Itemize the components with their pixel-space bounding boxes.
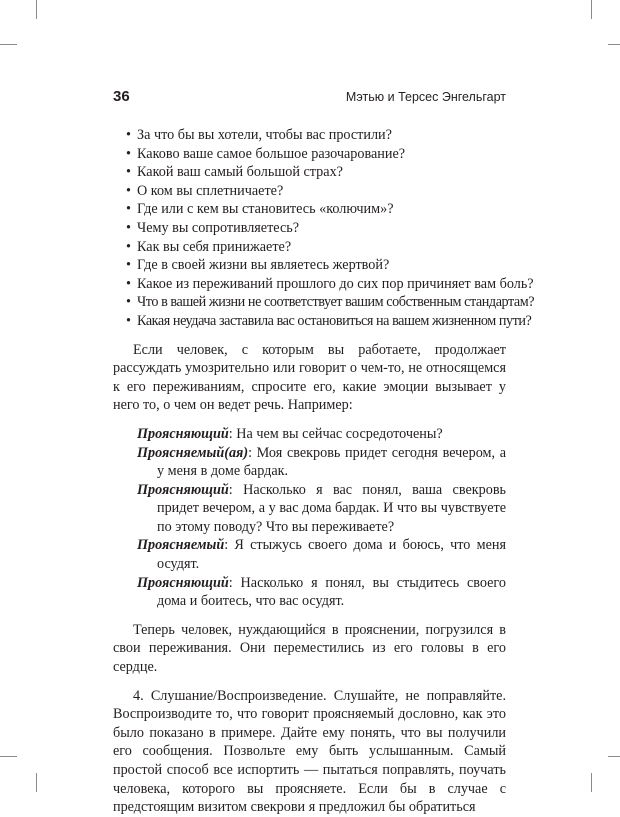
crop-mark-bottom-left-horizontal — [0, 756, 17, 757]
crop-mark-top-right-horizontal — [608, 44, 620, 45]
running-title: Мэтью и Терсес Энгельгарт — [345, 90, 506, 104]
crop-mark-bottom-right-horizontal — [608, 756, 620, 757]
paragraph-step-4: 4. Слушание/Воспроизведение. Слушайте, не поправляйте. Воспроизводите то, что говорит проясняемый дословно, как это было показано в примере. Дайте ему понять, что вы получили его сообщения. Позвольте ему быть услышанным. Самый простой способ все испортить — пытаться поправлять, поучать человека, которого вы проясняете. Если бы в случае с предстоящим визитом свекрови я предложил бы обратиться — [113, 687, 506, 816]
list-item: • Какая неудача заставила вас остановиться на вашем жизненном пути? — [137, 312, 506, 331]
list-item: • О ком вы сплетничаете? — [137, 182, 506, 201]
dialog-line — [137, 574, 506, 611]
page-number: 36 — [113, 88, 130, 105]
list-item: • Что в вашей жизни не соответствует вашим собственным стандартам? — [137, 293, 506, 312]
dialog-text: : Насколько я вас понял, ваша свекровь придет вечером, а у вас дома бардак. И что вы чувствуете по этому поводу? Что вы переживаете? — [157, 481, 506, 535]
list-item: • Где или с кем вы становитесь «колючим»? — [137, 200, 506, 219]
dialog-text: : Я стыжусь своего дома и боюсь, что меня осудят. — [157, 537, 506, 573]
dialog-line — [137, 481, 506, 537]
crop-mark-bottom-left-vertical — [36, 773, 37, 792]
speaker-label: Проясняемый(ая) — [137, 444, 249, 461]
dialog-text: : Насколько я понял, вы стыдитесь своего дома и боитесь, что вас осудят. — [157, 574, 506, 610]
paragraph-intro: Если человек, с которым вы работаете, продолжает рассуждать умозрительно или говорит о чем-то, не относящемся к его переживаниям, спросите его, какие эмоции вызывает у него то, о чем он ведет речь. Например: — [113, 341, 506, 414]
dialog-line — [137, 536, 506, 573]
speaker-label: Проясняющий — [137, 425, 229, 442]
paragraph-result: Теперь человек, нуждающийся в прояснении, погрузился в свои переживания. Они переместились из его головы в его сердце. — [113, 621, 506, 676]
list-item: • Какой ваш самый большой страх? — [137, 163, 506, 182]
question-list — [113, 126, 535, 331]
page-body — [113, 126, 535, 817]
list-item: • Каково ваше самое большое разочарование? — [137, 145, 506, 164]
dialog-line — [137, 444, 506, 481]
list-item: • Где в своей жизни вы являетесь жертвой? — [137, 256, 506, 275]
crop-mark-top-left-vertical — [36, 0, 37, 19]
crop-mark-top-left-horizontal — [0, 44, 17, 45]
dialog-text: : На чем вы сейчас сосредоточены? — [228, 425, 443, 442]
speaker-label: Проясняемый — [137, 537, 225, 554]
list-item: • Какое из переживаний прошлого до сих пор причиняет вам боль? — [137, 275, 506, 294]
dialog-text: : Моя свекровь придет сегодня вечером, а у меня в доме бардак. — [157, 444, 506, 480]
page-header — [113, 88, 506, 108]
crop-mark-top-right-vertical — [591, 0, 592, 19]
list-item: • Чему вы сопротивляетесь? — [137, 219, 506, 238]
speaker-label: Проясняющий — [137, 481, 229, 498]
dialog-line — [137, 425, 506, 444]
list-item: • За что бы вы хотели, чтобы вас простили? — [137, 126, 506, 145]
speaker-label: Проясняющий — [137, 574, 229, 591]
list-item: • Как вы себя принижаете? — [137, 238, 506, 257]
crop-mark-bottom-right-vertical — [591, 773, 592, 792]
dialog-example — [113, 425, 506, 611]
